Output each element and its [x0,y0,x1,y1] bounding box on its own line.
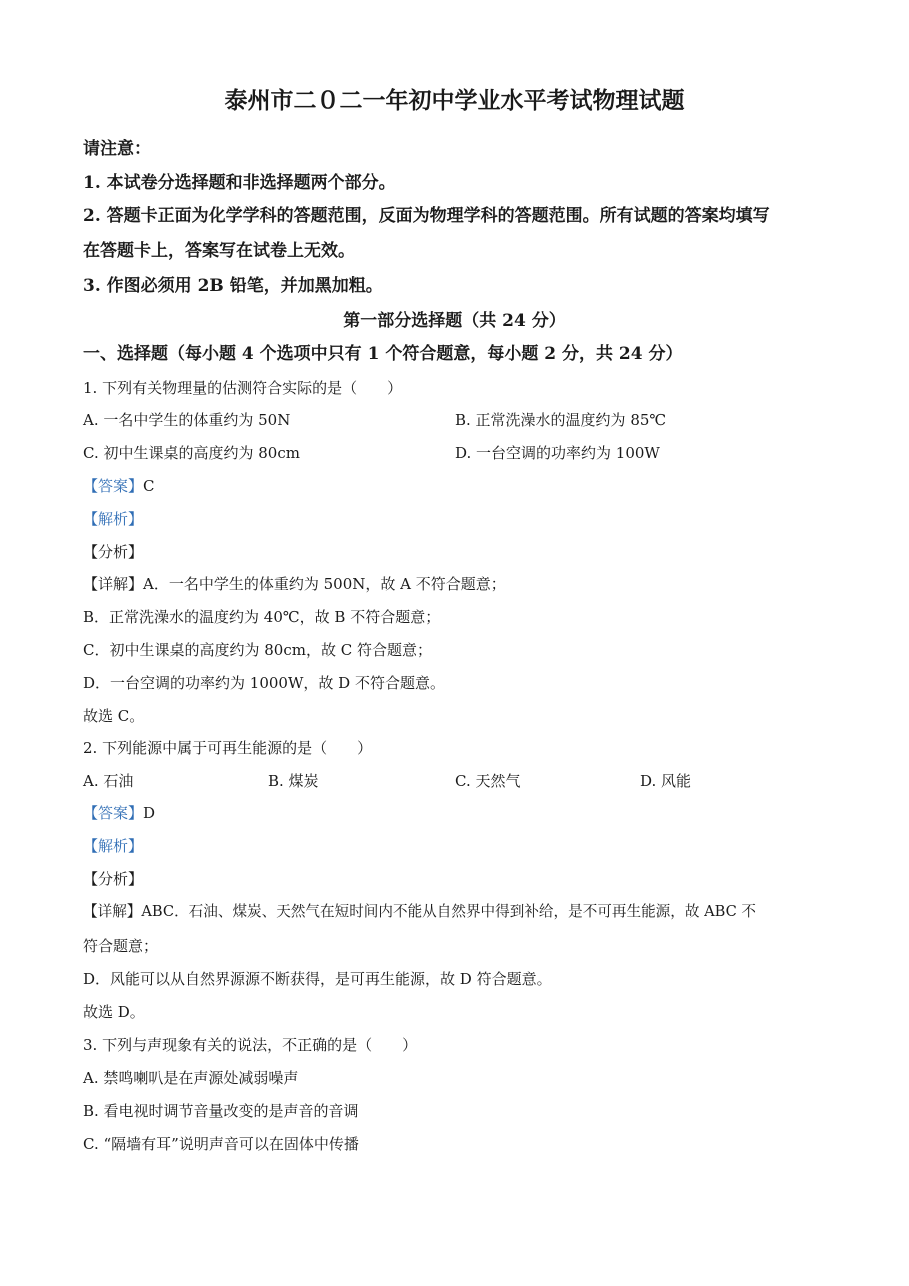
q1-detail-3: C．初中生课桌的高度约为 80cm，故 C 符合题意； [83,641,432,659]
q1-option-a: A. 一名中学生的体重约为 50N [83,411,291,429]
page-title: 泰州市二０二一年初中学业水平考试物理试题 [224,87,685,114]
notice-heading: 请注意： [83,139,151,159]
q1-answer [83,476,155,496]
q1-analysis-label: 【解析】 [83,510,144,528]
answer-label: 【答案】 [83,477,144,495]
q2-analysis-label: 【解析】 [83,837,144,855]
q1-option-d: D. 一台空调的功率约为 100W [455,444,660,462]
q2-stem: 2. 下列能源中属于可再生能源的是（ ） [83,739,373,757]
answer-value: C [143,477,155,495]
q2-detail-2: 符合题意； [83,937,159,955]
q2-option-b: B. 煤炭 [268,772,319,790]
q2-detail-1: 【详解】ABC．石油、煤炭、天然气在短时间内不能从自然界中得到补给，是不可再生能源，故 ABC 不 [83,903,757,920]
q2-option-d: D. 风能 [640,772,692,790]
q3-stem: 3. 下列与声现象有关的说法，不正确的是（ ） [83,1036,418,1054]
notice-item-1: 1. 本试卷分选择题和非选择题两个部分。 [83,173,396,193]
q3-option-c: C. “隔墙有耳”说明声音可以在固体中传播 [83,1135,359,1153]
part1-heading: 第一部分选择题（共 24 分） [343,311,566,331]
answer-label: 【答案】 [83,804,144,822]
q2-fenxi: 【分析】 [83,870,144,888]
q1-detail-1: 【详解】A．一名中学生的体重约为 500N，故 A 不符合题意； [83,575,506,593]
notice-item-3: 3. 作图必须用 2B 铅笔，并加黑加粗。 [83,276,383,296]
q2-option-a: A. 石油 [83,772,134,790]
notice-item-2-cont: 在答题卡上，答案写在试卷上无效。 [83,241,355,261]
q2-option-c: C. 天然气 [455,772,521,790]
q2-conclusion: 故选 D。 [83,1003,145,1021]
q3-option-b: B. 看电视时调节音量改变的是声音的音调 [83,1102,359,1120]
answer-value: D [143,804,156,822]
q1-option-c: C. 初中生课桌的高度约为 80cm [83,444,300,462]
q1-fenxi: 【分析】 [83,543,144,561]
q2-detail-3: D．风能可以从自然界源源不断获得，是可再生能源，故 D 符合题意。 [83,970,552,988]
section1-heading: 一、选择题（每小题 4 个选项中只有 1 个符合题意，每小题 2 分，共 24 分） [83,344,683,364]
q1-detail-2: B．正常洗澡水的温度约为 40℃，故 B 不符合题意； [83,608,441,626]
q1-detail-4: D．一台空调的功率约为 1000W，故 D 不符合题意。 [83,674,445,692]
q1-option-b: B. 正常洗澡水的温度约为 85℃ [455,411,667,429]
q3-option-a: A. 禁鸣喇叭是在声源处减弱噪声 [83,1069,299,1087]
q1-conclusion: 故选 C。 [83,707,145,725]
q1-stem: 1. 下列有关物理量的估测符合实际的是（ ） [83,379,403,397]
notice-item-2: 2. 答题卡正面为化学学科的答题范围，反面为物理学科的答题范围。所有试题的答案均填写 [83,206,770,226]
q2-answer [83,803,155,823]
